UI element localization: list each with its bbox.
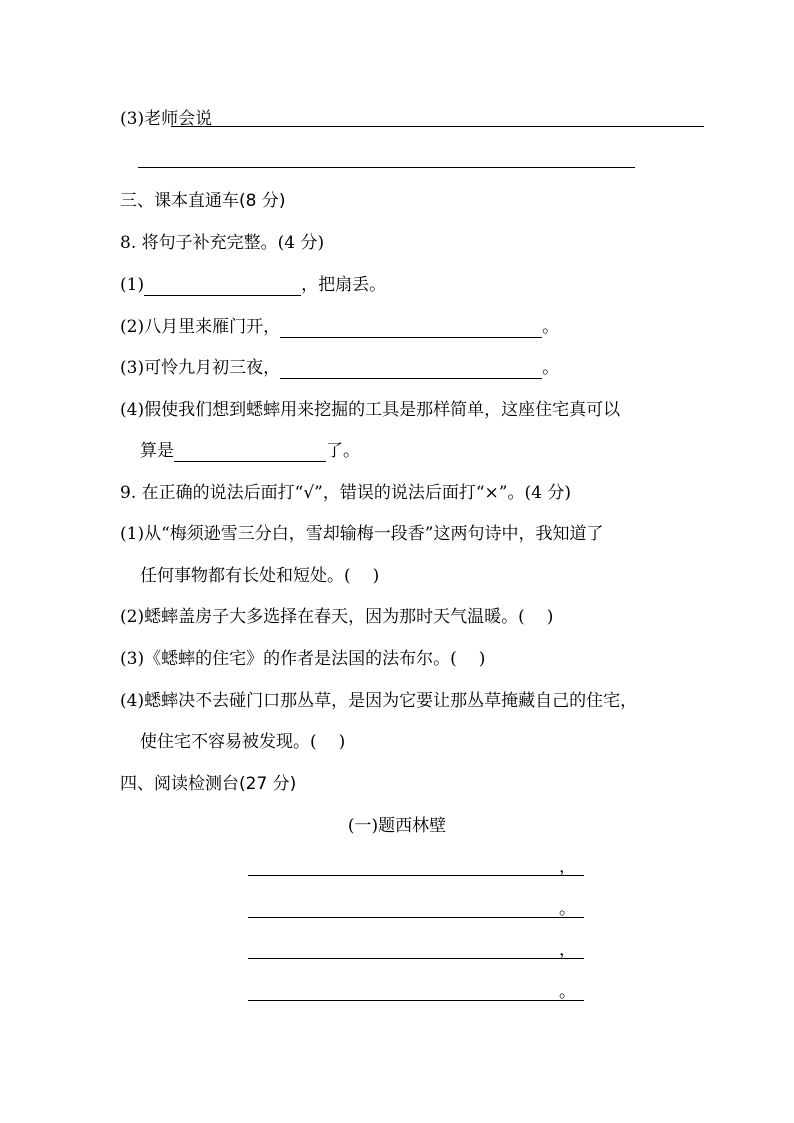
question-8-title: 8. 将句子补充完整。(4 分) — [120, 233, 325, 253]
section-title: 三、课本直通车(8 分) — [120, 191, 286, 211]
q8-item3-prefix: (3)可怜九月初三夜， — [120, 358, 281, 378]
poem-punctuation: 。 — [559, 899, 576, 919]
poem-line[interactable] — [248, 981, 584, 1003]
fill-in-blank[interactable] — [280, 319, 542, 338]
answer-line[interactable] — [248, 875, 584, 876]
q8-item2-suffix: 。 — [542, 317, 560, 337]
fill-in-blank[interactable] — [280, 360, 542, 379]
q8-item4-prefix: 算是 — [140, 441, 174, 461]
q8-item4-suffix: 了。 — [326, 441, 360, 461]
poem-punctuation: ， — [559, 940, 576, 960]
q9-item2 — [120, 606, 553, 628]
answer-line[interactable] — [248, 1000, 584, 1001]
q8-item3 — [120, 357, 559, 379]
q8-item3-suffix: 。 — [542, 358, 560, 378]
q9-item2-text: (2)蟋蟀盖房子大多选择在春天，因为那时天气温暖。( — [120, 607, 525, 627]
close-paren: ) — [372, 566, 380, 586]
q9-item4-line1: (4)蟋蟀决不去碰门口那丛草，是因为它要让那丛草掩藏自己的住宅， — [120, 691, 638, 711]
poem-punctuation: ， — [559, 857, 576, 877]
fill-in-blank[interactable] — [174, 443, 326, 462]
poem-line[interactable] — [248, 939, 584, 961]
close-paren: ) — [478, 649, 486, 669]
q8-item1-suffix: ，把扇丢。 — [301, 275, 387, 295]
q9-item1-line2 — [140, 565, 379, 587]
fill-in-blank[interactable] — [144, 277, 301, 296]
q9-item1-line1: (1)从“梅须逊雪三分白，雪却输梅一段香”这两句诗中，我知道了 — [120, 524, 604, 544]
answer-line[interactable] — [248, 958, 584, 959]
section-title: 四、阅读检测台(27 分) — [120, 774, 297, 794]
q7-item3-prefix: (3)老师会说 — [120, 109, 213, 129]
close-paren: ) — [338, 732, 346, 752]
q8-item4-line2 — [140, 440, 360, 462]
answer-line[interactable] — [248, 917, 584, 918]
poem-line[interactable] — [248, 898, 584, 920]
poem-line[interactable] — [248, 856, 584, 878]
q8-item2 — [120, 316, 559, 338]
answer-line[interactable] — [138, 167, 635, 168]
q8-item2-prefix: (2)八月里来雁门开， — [120, 317, 281, 337]
q9-item4-text: 使住宅不容易被发现。( — [140, 732, 317, 752]
q9-item4-line2 — [140, 731, 345, 753]
poem-title: (一)题西林壁 — [347, 816, 447, 836]
close-paren: ) — [546, 607, 554, 627]
q9-item3 — [120, 648, 485, 670]
q8-item4-line1: (4)假使我们想到蟋蟀用来挖掘的工具是那样简单，这座住宅真可以 — [120, 400, 621, 420]
q9-item1-text: 任何事物都有长处和短处。( — [140, 566, 351, 586]
q9-item3-text: (3)《蟋蟀的住宅》的作者是法国的法布尔。( — [120, 649, 457, 669]
answer-line[interactable] — [171, 126, 704, 127]
q8-item1-prefix: (1) — [120, 275, 145, 295]
question-9-title: 9. 在正确的说法后面打“√”，错误的说法后面打“×”。(4 分) — [120, 483, 571, 503]
q8-item1 — [120, 274, 386, 296]
poem-punctuation: 。 — [559, 982, 576, 1002]
